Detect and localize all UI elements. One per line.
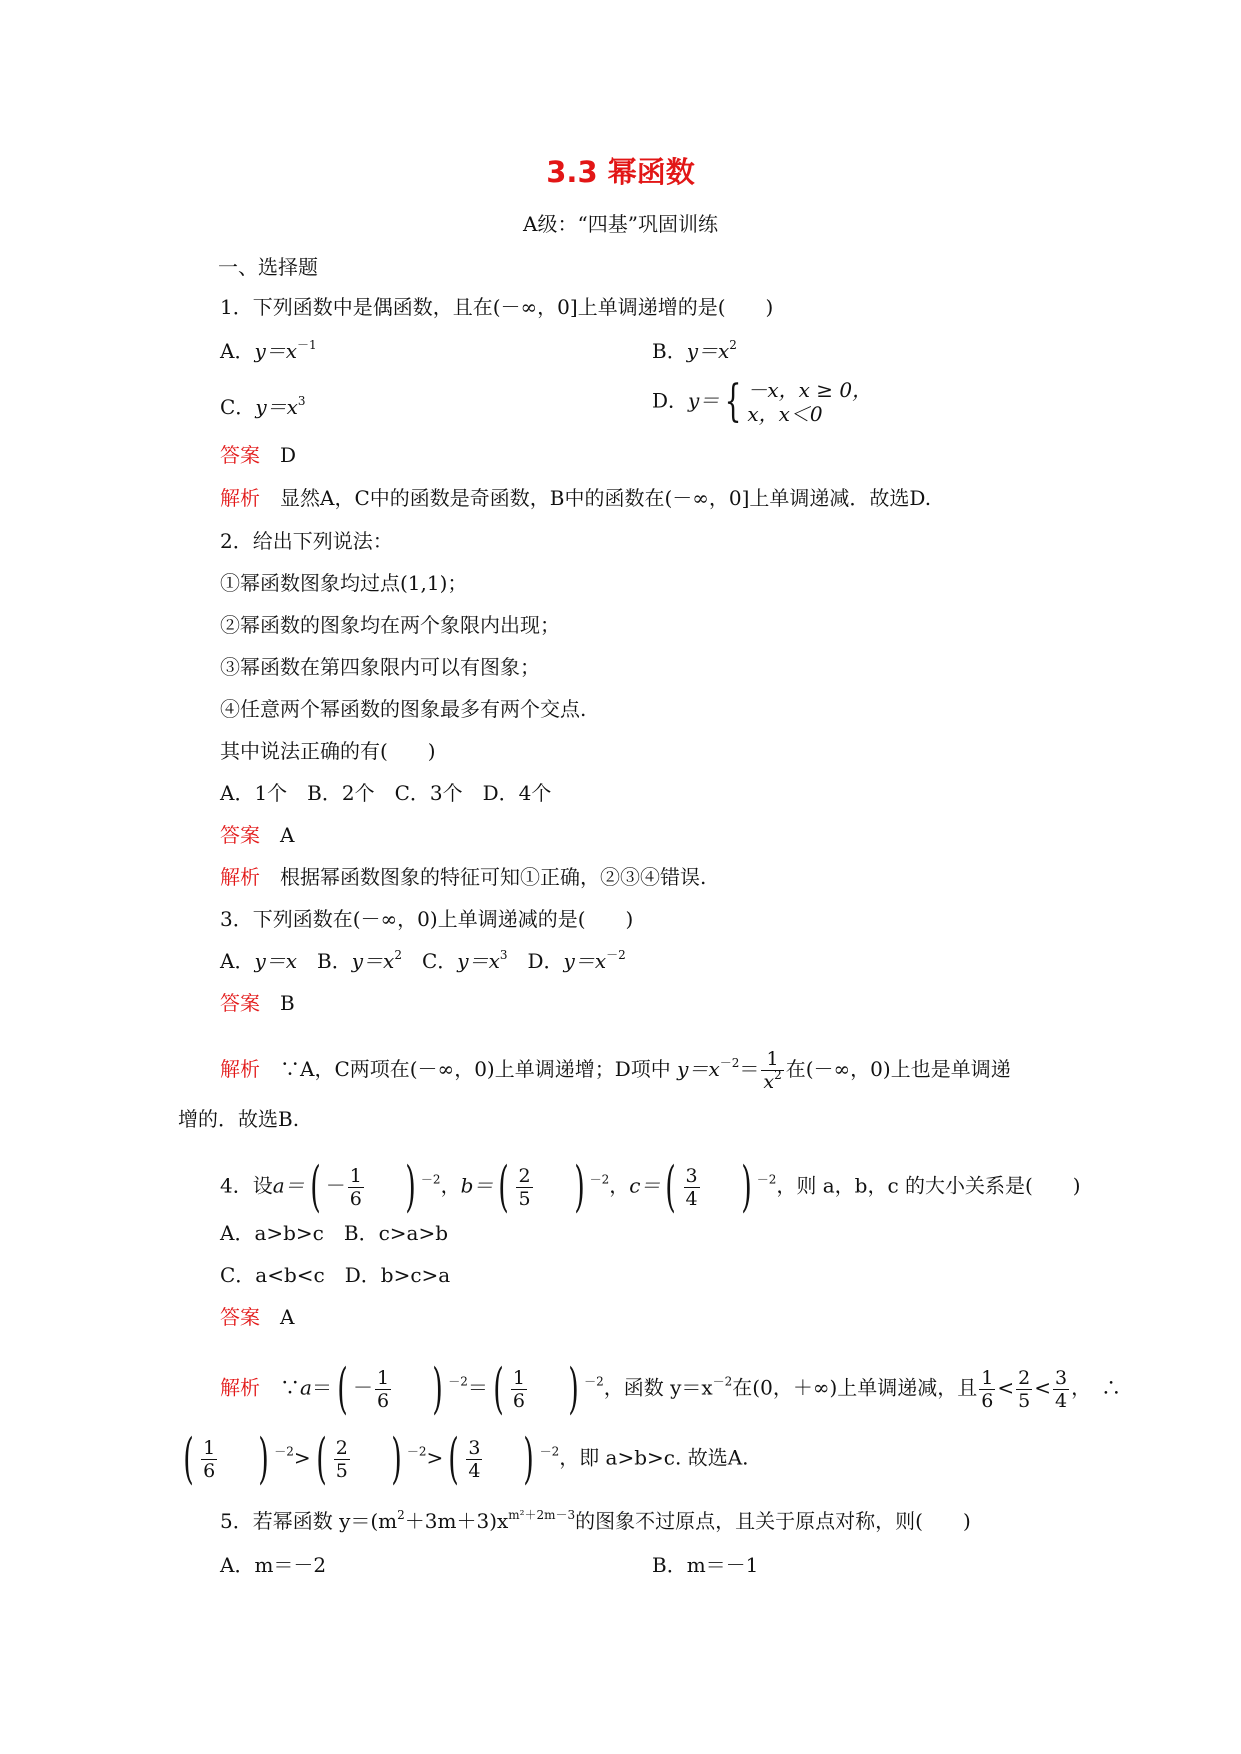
q3-stem: 3．下列函数在(－∞，0)上单调递减的是( ) bbox=[220, 907, 634, 931]
fraction: $\frac{1}{x^2}$ bbox=[763, 1048, 782, 1093]
q5-option-a: A．m＝－2 bbox=[220, 1553, 327, 1577]
q2-statement-4: ④任意两个幂函数的图象最多有两个交点. bbox=[220, 697, 587, 721]
q4-options-1: A．a>b>c B．c>a>b bbox=[220, 1221, 449, 1245]
q3-options: A．y＝x B．$y=x^2$ C．$y=x^3$ D．$y=x^{-2}$ bbox=[220, 948, 626, 973]
q4-analysis-cont: ( $\frac{1}{6}$ ) $^{-2}$>( $\frac{2}{5}$ ) $^{-2}$>( $\frac{3}{4}$ ) $^{-2}$，即 a>b>c. 故选A. bbox=[183, 1427, 749, 1490]
q3-answer: 答案 B bbox=[220, 991, 295, 1015]
q2-stem: 2．给出下列说法： bbox=[220, 529, 393, 553]
q4-answer: 答案 A bbox=[220, 1305, 295, 1329]
q2-ask: 其中说法正确的有( ) bbox=[220, 739, 436, 763]
page-title: 3.3 幂函数 bbox=[546, 155, 695, 189]
q1-analysis: 解析 显然A，C中的函数是奇函数，B中的函数在(－∞，0]上单调递减．故选D. bbox=[220, 486, 932, 510]
q4-stem: 4．设a＝( － $\frac{1}{6}$ ) $^{-2}$，b＝( $\frac{2}{5}$ ) $^{-2}$，c＝( $\frac{3}{4}$ ) $^{-2}$，则 a，b，c 的大小关系是( ) bbox=[220, 1155, 1081, 1218]
q1-option-a: A．$y=x^{-1}$ bbox=[220, 338, 317, 363]
q2-statement-3: ③幂函数在第四象限内可以有图象； bbox=[220, 655, 540, 679]
q4-analysis: 解析 ∵a＝( － $\frac{1}{6}$ ) $^{-2}$＝( $\frac{1}{6}$ ) $^{-2}$，函数 $y=x^{-2}$在(0，＋∞)上单调递减，且 $\frac{1}{6}$ < $\frac{2}{5}$ < $\frac{3}{4}$ ， ∴ bbox=[220, 1357, 1122, 1420]
q2-statement-1: ①幂函数图象均过点(1,1)； bbox=[220, 571, 468, 595]
q5-option-b: B．m＝－1 bbox=[652, 1553, 759, 1577]
q1-option-d: D．y＝ { －x，x ≥ 0， x，x＜0 bbox=[652, 376, 873, 427]
q2-answer: 答案 A bbox=[220, 823, 295, 847]
page-subtitle: A级：“四基”巩固训练 bbox=[523, 212, 718, 236]
q1-answer: 答案 D bbox=[220, 443, 297, 467]
q3-analysis-cont: 增的．故选B. bbox=[178, 1107, 300, 1131]
q3-analysis: 解析 ∵A，C两项在(－∞，0)上单调递增；D项中 $y=x^{-2}=$ $\frac{1}{x^2}$ 在(－∞，0)上也是单调递 bbox=[220, 1048, 1011, 1093]
q4-options-2: C．a<b<c D．b>c>a bbox=[220, 1263, 451, 1287]
brace-symbol: { bbox=[724, 376, 742, 427]
q2-analysis: 解析 根据幂函数图象的特征可知①正确，②③④错误. bbox=[220, 865, 707, 889]
section-heading: 一、选择题 bbox=[218, 255, 318, 279]
q5-stem: 5．若幂函数 $y=(m^2+3m+3)x^{m^2+2m-3}$的图象不过原点，且关于原点对称，则( ) bbox=[220, 1508, 971, 1533]
q1-option-b: B．$y=x^2$ bbox=[652, 338, 737, 363]
q2-statement-2: ②幂函数的图象均在两个象限内出现； bbox=[220, 613, 560, 637]
q1-stem: 1．下列函数中是偶函数，且在(－∞，0]上单调递增的是( ) bbox=[220, 295, 774, 319]
q1-option-c: C．$y=x^3$ bbox=[220, 394, 306, 419]
q2-options: A．1个 B．2个 C．3个 D．4个 bbox=[220, 781, 552, 805]
